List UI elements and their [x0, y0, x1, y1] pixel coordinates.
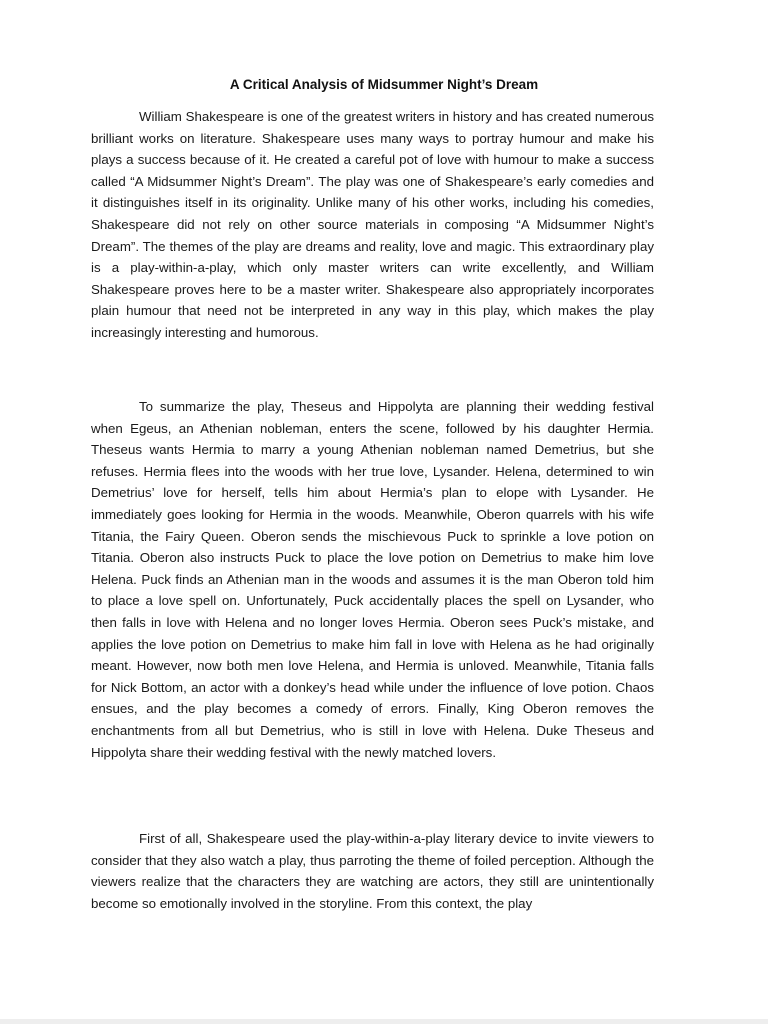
page-bottom-edge [0, 1019, 768, 1024]
document-title: A Critical Analysis of Midsummer Night’s Dream [229, 77, 539, 92]
paragraph-summary: To summarize the play, Theseus and Hippolyta are planning their wedding festival when Egeus, an Athenian nobleman, enters the scene, followed by his daughter Hermia. Theseus wants Hermia to marry a young Athenian nobleman named Demetrius, but she refuses. Hermia flees into the woods with her true love, Lysander. Helena, determined to win Demetrius’ love for herself, tells him about Hermia’s plan to elope with Lysander. He immediately goes looking for Hermia in the woods. Meanwhile, Oberon quarrels with his wife Titania, the Fairy Queen. Oberon sends the mischievous Puck to sprinkle a love potion on Titania. Oberon also instructs Puck to place the love potion on Demetrius to make him love Helena. Puck finds an Athenian man in the woods and assumes it is the man Oberon told him to place a love spell on. Unfortunately, Puck accidentally places the spell on Lysander, who then falls in love with Helena and no longer loves Hermia. Oberon sees Puck’s mistake, and applies the love potion on Demetrius to make him fall in love with Helena as he had originally meant. However, now both men love Helena, and Hermia is unloved. Meanwhile, Titania falls for Nick Bottom, an actor with a donkey’s head while under the influence of love potion. Chaos ensues, and the play becomes a comedy of errors. Finally, King Oberon removes the enchantments from all but Demetrius, who is still in love with Helena. Duke Theseus and Hippolyta share their wedding festival with the newly matched lovers. [91, 399, 654, 760]
paragraph-analysis: First of all, Shakespeare used the play-within-a-play literary device to invite viewers to consider that they also watch a play, thus parroting the theme of foiled perception. Although the viewers realize that the characters they are watching are actors, they still are unintentionally become so emotionally involved in the storyline. From this context, the play [91, 831, 654, 911]
paragraph-introduction: William Shakespeare is one of the greatest writers in history and has created numerous brilliant works on literature. Shakespeare uses many ways to portray humour and make his plays a success because of it. He created a careful pot of love with humour to make a success called “A Midsummer Night’s Dream”. The play was one of Shakespeare’s early comedies and it distinguishes itself in its originality. Unlike many of his other works, including his comedies, Shakespeare did not rely on other source materials in composing “A Midsummer Night’s Dream”. The themes of the play are dreams and reality, love and magic. This extraordinary play is a play-within-a-play, which only master writers can write excellently, and William Shakespeare proves here to be a master writer. Shakespeare also appropriately incorporates plain humour that need not be interpreted in any way in this play, which makes the play increasingly interesting and humorous. [91, 109, 654, 340]
